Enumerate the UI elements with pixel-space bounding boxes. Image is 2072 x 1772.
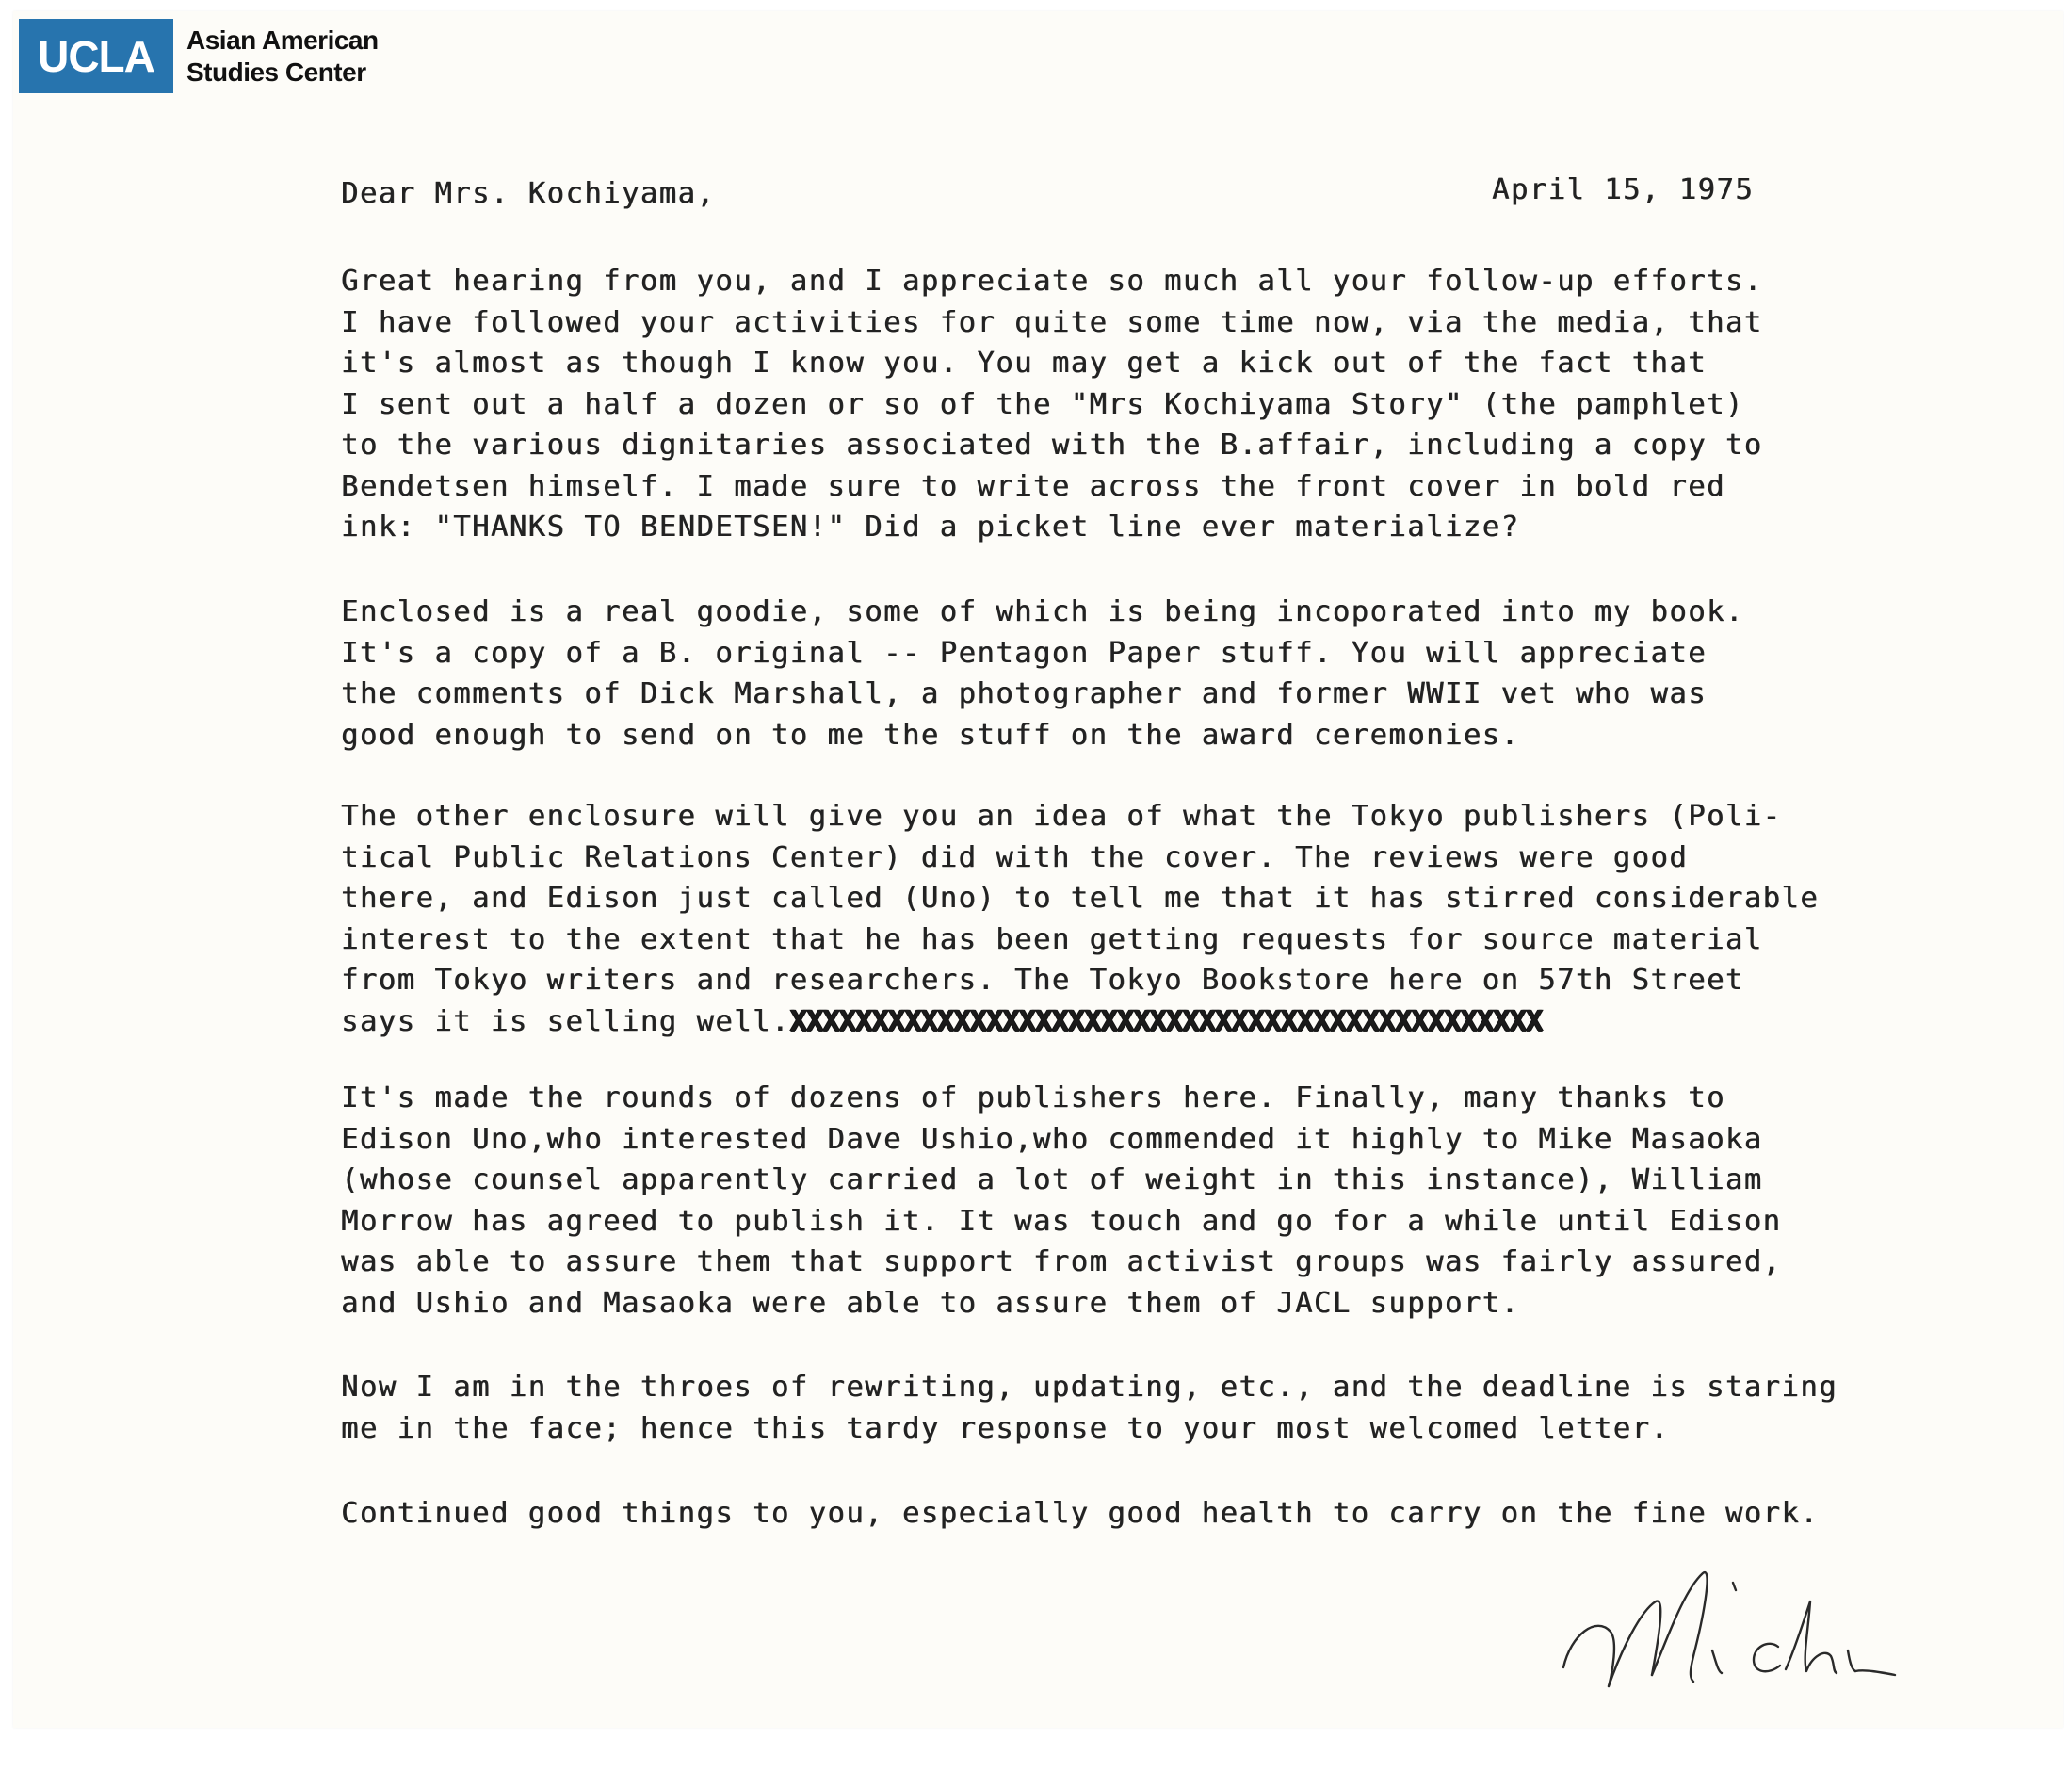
paragraph-2 xyxy=(341,592,1744,756)
paragraph-1 xyxy=(341,261,1763,548)
paragraph-line: and Ushio and Masaoka were able to assure them of JACL support. xyxy=(341,1286,1520,1320)
paragraph-line: The other enclosure will give you an idea of what the Tokyo publishers (Poli- xyxy=(341,800,1782,833)
paragraph-line: me in the face; hence this tardy response to your most welcomed letter. xyxy=(341,1411,1670,1445)
paragraph-line: tical Public Relations Center) did with the cover. The reviews were good xyxy=(341,840,1689,874)
paragraph-line: Now I am in the throes of rewriting, updating, etc., and the deadline is staring xyxy=(341,1371,1838,1404)
paragraph-line: there, and Edison just called (Uno) to tell me that it has stirred considerable xyxy=(341,882,1820,915)
paragraph-closing xyxy=(341,1493,1819,1535)
paragraph-line: I have followed your activities for quite some time now, via the media, that xyxy=(341,305,1763,339)
paragraph-line: ink: "THANKS TO BENDETSEN!" Did a picket line ever materialize? xyxy=(341,511,1520,544)
paragraph-line: It's a copy of a B. original -- Pentagon Paper stuff. You will appreciate xyxy=(341,636,1707,670)
paragraph-line: it's almost as though I know you. You may get a kick out of the fact that xyxy=(341,347,1707,380)
paragraph-line: I sent out a half a dozen or so of the "Mrs Kochiyama Story" (the pamphlet) xyxy=(341,387,1744,421)
paragraph-line xyxy=(341,1001,1819,1043)
letter-date: April 15, 1975 xyxy=(1492,173,1755,206)
paragraph-line-text: says it is selling well. xyxy=(341,1004,790,1038)
paragraph-line: Great hearing from you, and I appreciate so much all your follow-up efforts. xyxy=(341,265,1763,298)
paragraph-line: Morrow has agreed to publish it. It was touch and go for a while until Edison xyxy=(341,1204,1782,1238)
paragraph-line: Edison Uno,who interested Dave Ushio,who commended it highly to Mike Masaoka xyxy=(341,1122,1763,1156)
paragraph-5 xyxy=(341,1367,1837,1449)
paragraph-line: was able to assure them that support from activist groups was fairly assured, xyxy=(341,1245,1782,1278)
strikeout-text: XXXXXXXXXXXXXXXXXXXXXXXXXXXXXXXXXXXXXXXXXXXXXX xyxy=(789,1004,1543,1038)
handwritten-signature xyxy=(1554,1545,1902,1705)
logo-caption xyxy=(186,24,379,89)
logo-line-1: Asian American xyxy=(186,24,379,55)
salutation: Dear Mrs. Kochiyama, xyxy=(341,177,716,210)
logo-line-2: Studies Center xyxy=(186,57,366,87)
paragraph-line: It's made the rounds of dozens of publishers here. Finally, many thanks to xyxy=(341,1081,1725,1114)
paragraph-line: interest to the extent that he has been getting requests for source material xyxy=(341,922,1763,956)
ucla-aasc-logo[interactable] xyxy=(19,19,379,93)
paragraph-line: Continued good things to you, especially good health to carry on the fine work. xyxy=(341,1497,1820,1530)
paragraph-line: good enough to send on to me the stuff on the award ceremonies. xyxy=(341,718,1520,752)
ucla-logo-mark: UCLA xyxy=(19,19,173,93)
paragraph-line: (whose counsel apparently carried a lot of weight in this instance), William xyxy=(341,1163,1763,1196)
paragraph-line: Bendetsen himself. I made sure to write across the front cover in bold red xyxy=(341,469,1725,503)
paragraph-line: from Tokyo writers and researchers. The Tokyo Bookstore here on 57th Street xyxy=(341,964,1744,997)
paragraph-line: Enclosed is a real goodie, some of which is being incoporated into my book. xyxy=(341,595,1744,628)
paragraph-line: to the various dignitaries associated with the B.affair, including a copy to xyxy=(341,429,1763,462)
paragraph-4 xyxy=(341,1078,1781,1324)
paragraph-3 xyxy=(341,796,1819,1042)
paragraph-line: the comments of Dick Marshall, a photographer and former WWII vet who was xyxy=(341,677,1707,710)
